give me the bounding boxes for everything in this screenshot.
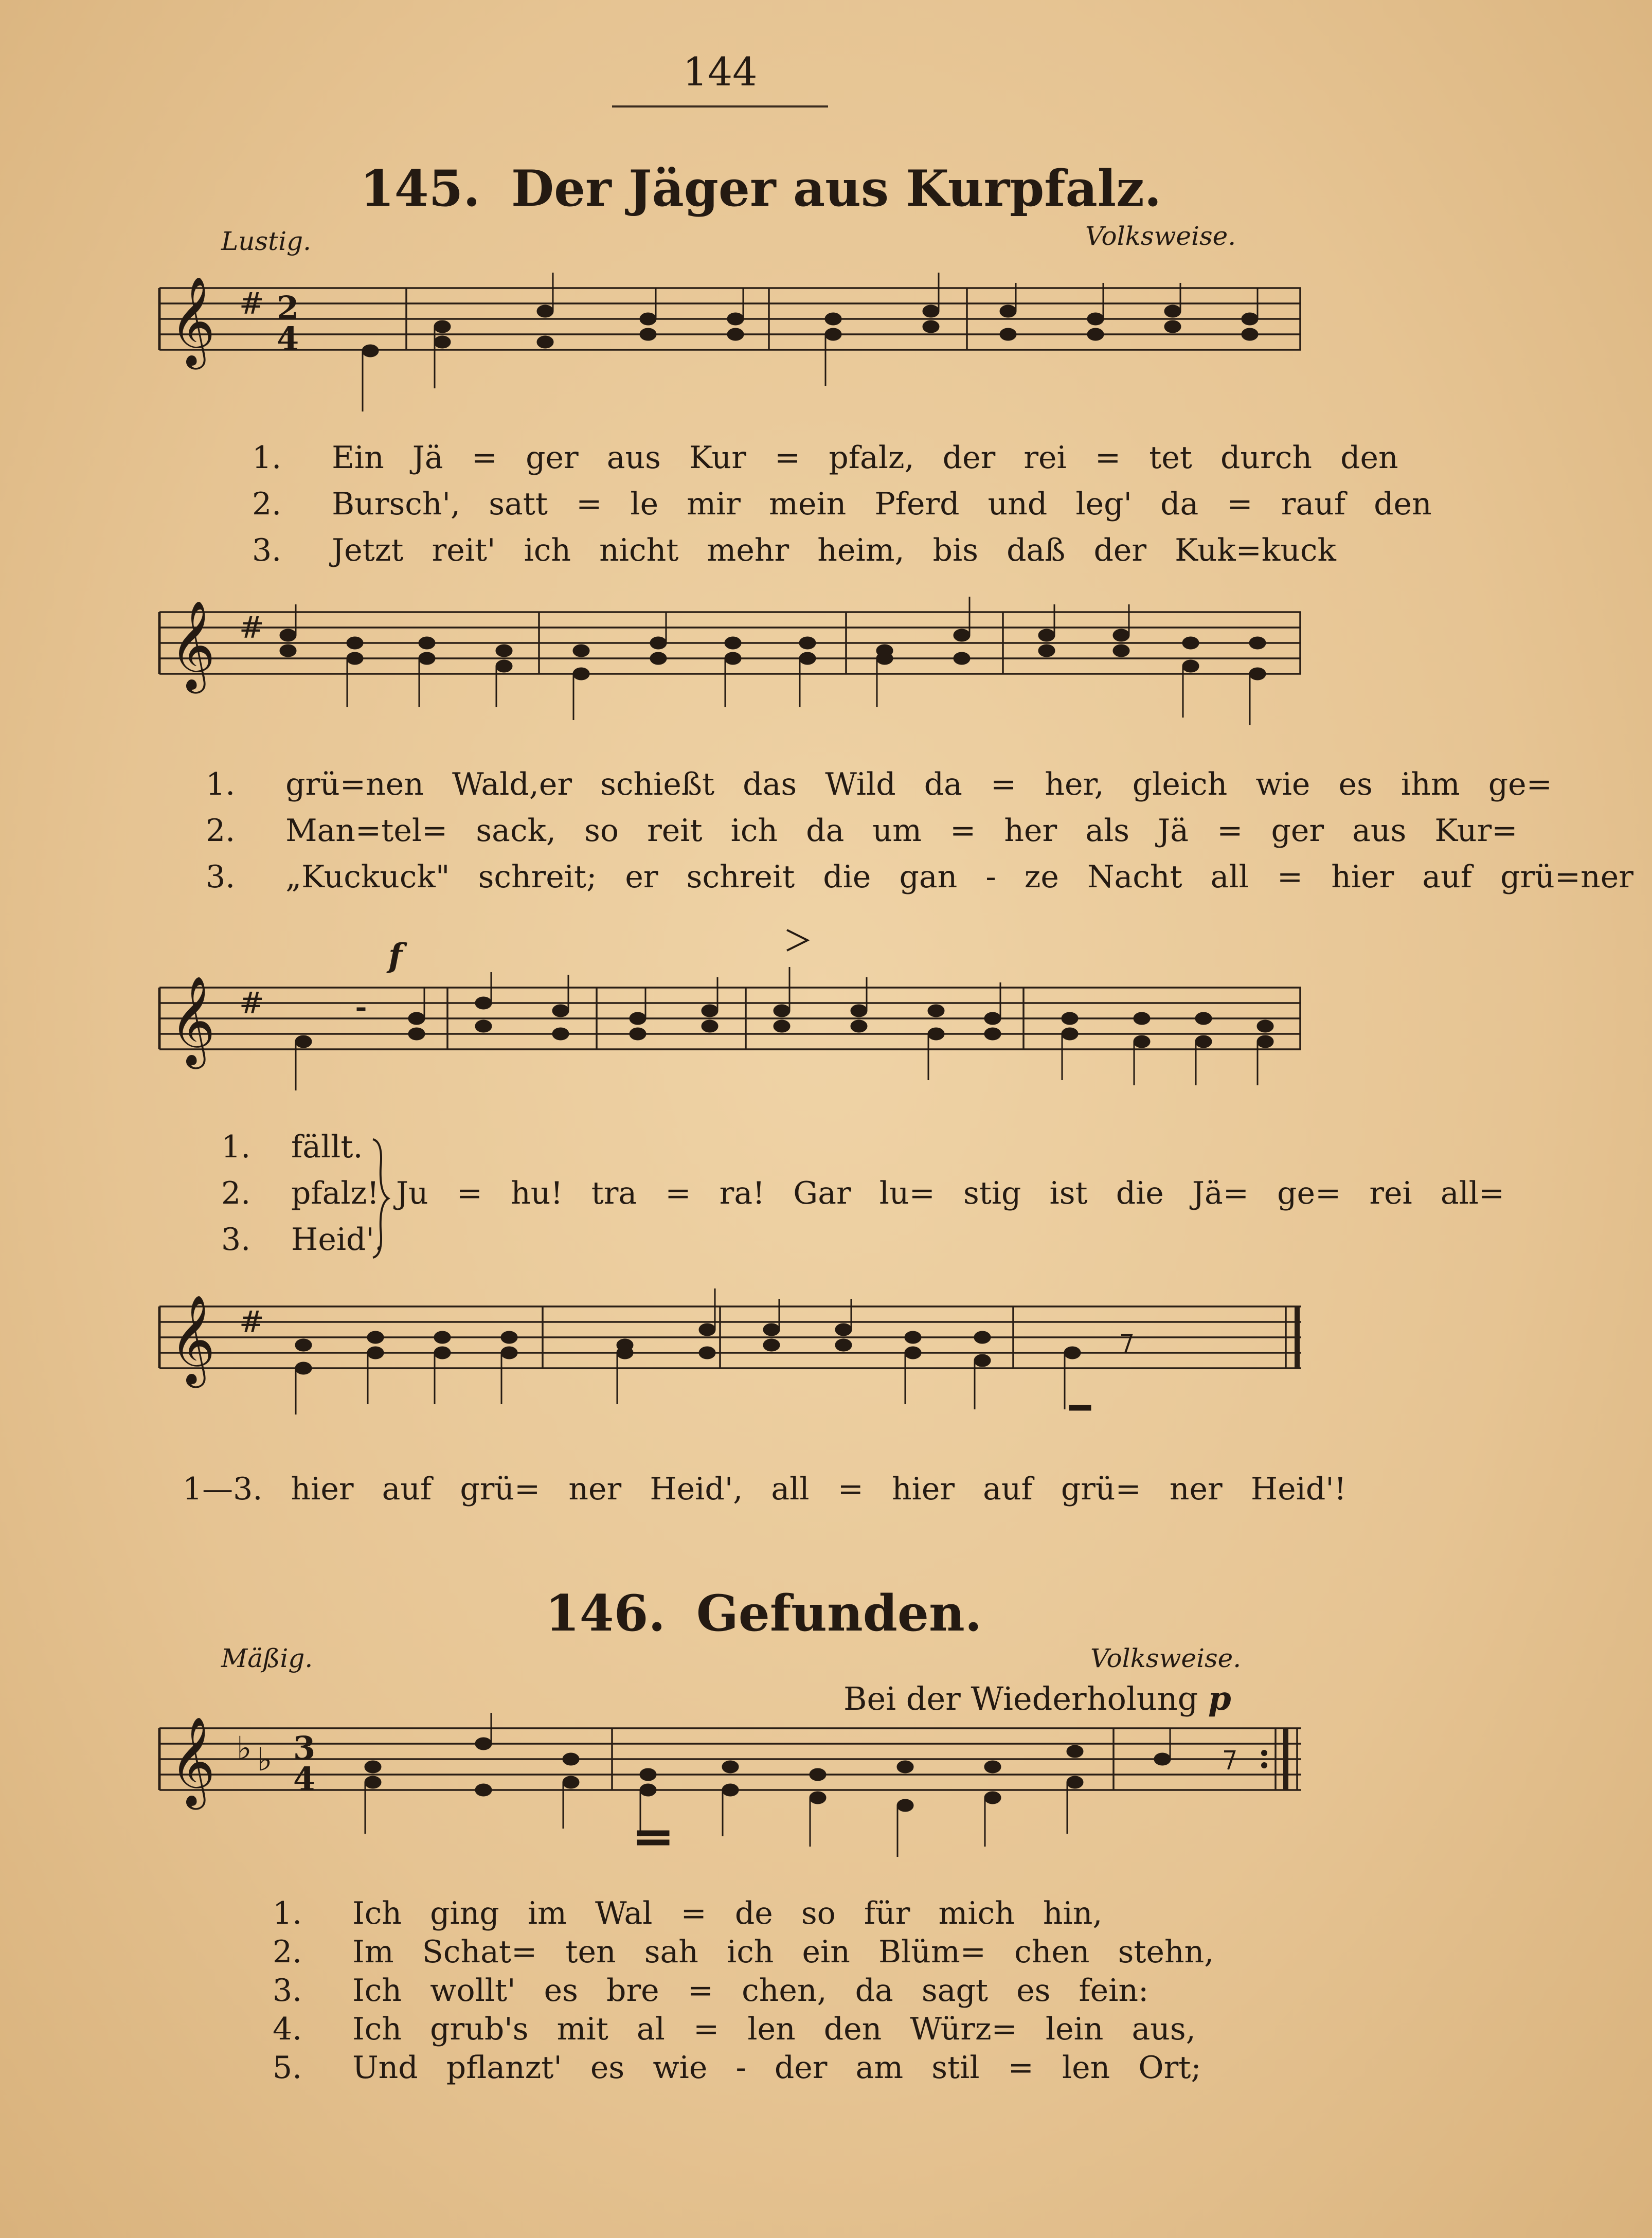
lyric-word: fein: bbox=[1079, 1973, 1149, 2009]
song-146-staff bbox=[154, 1713, 1306, 1903]
song-145-staff-4 bbox=[154, 1281, 1306, 1445]
lyric-word: sagt bbox=[921, 1973, 988, 2009]
lyric-word: Jä= bbox=[1192, 1175, 1249, 1211]
lyric-word: = bbox=[576, 486, 602, 522]
lyric-word: Gar bbox=[793, 1175, 851, 1211]
verse-number: 2. bbox=[273, 1934, 302, 1970]
lyric-word: für bbox=[864, 1895, 910, 1931]
lyric-line-1 bbox=[252, 440, 1417, 476]
lyric-word: so bbox=[801, 1895, 836, 1931]
lyric-word: = bbox=[1008, 2050, 1034, 2086]
lyric-word: all bbox=[1210, 859, 1249, 895]
verse-number: 1—3. bbox=[183, 1471, 263, 1507]
lyric-word: fällt. bbox=[291, 1129, 363, 1165]
song-146-tempo: Mäßig. bbox=[221, 1643, 313, 1673]
time-sig-bottom: 4 bbox=[293, 1760, 316, 1798]
verse-number: 3. bbox=[221, 1222, 251, 1258]
song-145-tempo: Lustig. bbox=[221, 226, 312, 256]
lyric-line-5 bbox=[206, 813, 1536, 849]
lyric-word: Nacht bbox=[1087, 859, 1182, 895]
lyric-word: die bbox=[1116, 1175, 1164, 1211]
lyric-word: ist bbox=[1049, 1175, 1088, 1211]
lyric-word: Heid', bbox=[650, 1471, 743, 1507]
lyric-word: Ju bbox=[396, 1175, 428, 1211]
lyric-word: Ich bbox=[352, 2011, 402, 2047]
lyric-word: mit bbox=[556, 2011, 608, 2047]
lyric-word: es bbox=[544, 1973, 578, 2009]
lyric-line-4 bbox=[206, 766, 1571, 802]
lyric-word: auf bbox=[983, 1471, 1033, 1507]
svg-text:𝄞: 𝄞 bbox=[170, 1295, 216, 1384]
lyric-word: „Kuckuck" bbox=[285, 859, 450, 895]
lyric-word: der bbox=[942, 440, 996, 476]
lyric-word: all= bbox=[1440, 1175, 1505, 1211]
page-rule bbox=[612, 105, 828, 108]
song-145-source: Volksweise. bbox=[1085, 221, 1236, 251]
lyric-word: lu= bbox=[879, 1175, 935, 1211]
lyric-word: da bbox=[924, 766, 962, 802]
lyric-word: = bbox=[837, 1471, 864, 1507]
lyric-word: hier bbox=[291, 1471, 354, 1507]
lyric-word: pflanzt' bbox=[446, 2050, 562, 2086]
lyric-word: stig bbox=[963, 1175, 1021, 1211]
svg-text:#: # bbox=[239, 286, 264, 321]
lyric-word: und bbox=[987, 486, 1048, 522]
lyric-word: ihm bbox=[1400, 766, 1460, 802]
lyric-word: Blüm= bbox=[878, 1934, 986, 1970]
lyric-word: im bbox=[527, 1895, 567, 1931]
lyric-word: = bbox=[774, 440, 801, 476]
time-sig-top: 2 bbox=[277, 289, 299, 327]
lyric-word: bre bbox=[606, 1973, 659, 2009]
lyric-word: Im bbox=[352, 1934, 394, 1970]
lyric-word: - bbox=[985, 859, 996, 895]
lyric-word: Ich bbox=[352, 1895, 402, 1931]
verse-number: 3. bbox=[273, 1973, 302, 2009]
lyric-word: Wal bbox=[595, 1895, 653, 1931]
lyric-word: = bbox=[1277, 859, 1303, 895]
lyric-word: Jä bbox=[412, 440, 443, 476]
lyric-word: sah bbox=[644, 1934, 698, 1970]
svg-text:𝄞: 𝄞 bbox=[170, 976, 216, 1065]
lyric-word: wie bbox=[1255, 766, 1310, 802]
lyric-word: de bbox=[734, 1895, 773, 1931]
lyric-word: ger bbox=[1271, 813, 1324, 849]
svg-text:♭: ♭ bbox=[257, 1741, 273, 1778]
lyric-word: durch bbox=[1220, 440, 1312, 476]
song-146-verse-1 bbox=[273, 1895, 1121, 1931]
lyric-word: Kuk=kuck bbox=[1175, 532, 1336, 568]
lyric-word: chen bbox=[1014, 1934, 1090, 1970]
lyric-word: mehr bbox=[707, 532, 789, 568]
lyric-word: als bbox=[1085, 813, 1130, 849]
lyric-line-final bbox=[183, 1471, 1365, 1507]
svg-text:𝄞: 𝄞 bbox=[170, 276, 216, 366]
lyric-word: = bbox=[1217, 813, 1243, 849]
lyric-word: = bbox=[471, 440, 497, 476]
lyric-word: der bbox=[1093, 532, 1147, 568]
lyric-word: aus bbox=[606, 440, 661, 476]
lyric-word: lein bbox=[1045, 2011, 1104, 2047]
lyric-word: - bbox=[735, 2050, 746, 2086]
song-145-staff-1 bbox=[154, 278, 1306, 432]
lyric-word: ra! bbox=[719, 1175, 765, 1211]
lyric-word: die bbox=[823, 859, 871, 895]
svg-text:#: # bbox=[239, 1304, 264, 1339]
song-145-staff-3 bbox=[154, 926, 1306, 1132]
song-145-number: 145. bbox=[360, 159, 480, 218]
verse-number: 2. bbox=[206, 813, 236, 849]
lyric-word: am bbox=[855, 2050, 904, 2086]
lyric-word: reit' bbox=[432, 532, 496, 568]
lyric-word: Und bbox=[352, 2050, 418, 2086]
lyric-word: das bbox=[743, 766, 797, 802]
lyric-word: all bbox=[771, 1471, 810, 1507]
lyric-word: Kur bbox=[689, 440, 746, 476]
lyric-word: grü=ner bbox=[1500, 859, 1633, 895]
lyric-word: Bursch', bbox=[332, 486, 461, 522]
lyric-word: Schat= bbox=[422, 1934, 537, 1970]
lyric-word: ich bbox=[524, 532, 571, 568]
lyric-word: da bbox=[855, 1973, 893, 2009]
lyric-word: ging bbox=[430, 1895, 499, 1931]
lyric-word: ge= bbox=[1488, 766, 1552, 802]
lyric-word: ze bbox=[1024, 859, 1059, 895]
svg-text:𝄞: 𝄞 bbox=[170, 1716, 216, 1806]
lyric-word: grü= bbox=[460, 1471, 541, 1507]
lyric-word: = bbox=[680, 1895, 707, 1931]
lyric-word: schießt bbox=[600, 766, 715, 802]
lyric-word: er bbox=[625, 859, 658, 895]
lyric-word: aus, bbox=[1132, 2011, 1196, 2047]
lyric-word: = bbox=[456, 1175, 483, 1211]
lyric-word: grub's bbox=[430, 2011, 529, 2047]
lyric-word: ner bbox=[1169, 1471, 1223, 1507]
svg-text:♭: ♭ bbox=[237, 1729, 252, 1767]
lyric-word: Ich bbox=[352, 1973, 402, 2009]
lyric-word: Wald,er bbox=[452, 766, 572, 802]
lyric-word: ner bbox=[568, 1471, 622, 1507]
verse-number: 1. bbox=[206, 766, 236, 802]
lyric-word: rauf bbox=[1281, 486, 1346, 522]
lyric-word: auf bbox=[382, 1471, 432, 1507]
dynamic-piano: p bbox=[1208, 1679, 1231, 1718]
lyric-word: Würz= bbox=[910, 2011, 1017, 2047]
lyric-word: len bbox=[747, 2011, 796, 2047]
song-146-verse-4 bbox=[273, 2011, 1214, 2047]
lyric-word: grü=nen bbox=[285, 766, 424, 802]
lyric-word: heim, bbox=[817, 532, 905, 568]
lyric-word: = bbox=[1227, 486, 1253, 522]
lyric-word: ich bbox=[730, 813, 778, 849]
lyric-word: schreit bbox=[686, 859, 795, 895]
lyric-word: tet bbox=[1149, 440, 1192, 476]
lyric-word: den bbox=[1340, 440, 1398, 476]
lyric-word: Wild bbox=[825, 766, 896, 802]
lyric-word: da bbox=[1160, 486, 1199, 522]
svg-text:𝄞: 𝄞 bbox=[170, 600, 216, 690]
lyric-word: aus bbox=[1352, 813, 1407, 849]
lyric-word: daß bbox=[1007, 532, 1066, 568]
song-146-name: Gefunden. bbox=[696, 1584, 982, 1642]
lyric-word: ich bbox=[727, 1934, 774, 1970]
lyric-word: mein bbox=[769, 486, 847, 522]
lyric-word: Jetzt bbox=[332, 532, 404, 568]
lyric-word: gan bbox=[899, 859, 958, 895]
lyric-word: tra bbox=[591, 1175, 637, 1211]
verse-number: 4. bbox=[273, 2011, 302, 2047]
lyric-word: hin, bbox=[1043, 1895, 1103, 1931]
lyric-word: den bbox=[823, 2011, 882, 2047]
verse-number: 3. bbox=[252, 532, 282, 568]
lyric-word: pfalz! bbox=[291, 1175, 380, 1211]
lyric-word: Pferd bbox=[874, 486, 960, 522]
lyric-word: da bbox=[806, 813, 845, 849]
lyric-word: gleich bbox=[1132, 766, 1228, 802]
lyric-word: es bbox=[1338, 766, 1373, 802]
lyric-word: es bbox=[590, 2050, 625, 2086]
verse-number: 2. bbox=[221, 1175, 251, 1211]
lyric-word: wie bbox=[653, 2050, 708, 2086]
lyric-word: schreit; bbox=[478, 859, 597, 895]
lyric-word: sack, bbox=[476, 813, 556, 849]
verse-number: 5. bbox=[273, 2050, 302, 2086]
lyric-line-2 bbox=[252, 486, 1450, 522]
lyric-line-6 bbox=[206, 859, 1652, 895]
lyric-word: ger bbox=[526, 440, 579, 476]
lyric-word: hier bbox=[892, 1471, 955, 1507]
time-sig-bottom: 4 bbox=[277, 320, 299, 357]
lyric-word: Heid'. bbox=[291, 1222, 384, 1258]
verse-number: 3. bbox=[206, 859, 236, 895]
verse-number: 1. bbox=[273, 1895, 302, 1931]
lyric-word: chen, bbox=[742, 1973, 827, 2009]
lyric-word: = bbox=[693, 2011, 720, 2047]
lyric-word: ge= bbox=[1277, 1175, 1341, 1211]
song-145-staff-2 bbox=[154, 597, 1306, 766]
lyric-word: = bbox=[990, 766, 1017, 802]
song-146-number: 146. bbox=[545, 1584, 666, 1642]
verse-brace bbox=[370, 1137, 391, 1260]
lyric-word: her, bbox=[1045, 766, 1104, 802]
lyric-line-3 bbox=[252, 532, 1355, 568]
lyric-word: Ort; bbox=[1138, 2050, 1201, 2086]
lyric-word: Jä bbox=[1158, 813, 1189, 849]
lyric-word: ein bbox=[802, 1934, 850, 1970]
lyric-word: auf bbox=[1422, 859, 1472, 895]
lyric-word: mir bbox=[687, 486, 741, 522]
lyric-word: Heid'! bbox=[1250, 1471, 1346, 1507]
lyric-word: len bbox=[1062, 2050, 1110, 2086]
verse-number: 1. bbox=[252, 440, 282, 476]
verse-number: 2. bbox=[252, 486, 282, 522]
lyric-word: stil bbox=[931, 2050, 980, 2086]
lyric-word: Ein bbox=[332, 440, 384, 476]
page-number: 144 bbox=[683, 49, 758, 95]
lyric-word: al bbox=[636, 2011, 665, 2047]
lyric-word: rei bbox=[1369, 1175, 1412, 1211]
lyric-word: satt bbox=[489, 486, 548, 522]
song-145-name: Der Jäger aus Kurpfalz. bbox=[511, 159, 1162, 218]
lyric-word: = bbox=[1094, 440, 1121, 476]
lyric-word: pfalz, bbox=[829, 440, 914, 476]
dynamic-forte: f bbox=[388, 937, 403, 975]
lyric-word: leg' bbox=[1075, 486, 1133, 522]
ending-1 bbox=[221, 1129, 382, 1165]
song-146-verse-3 bbox=[273, 1973, 1167, 2009]
lyric-word: Kur= bbox=[1434, 813, 1518, 849]
lyric-word: stehn, bbox=[1118, 1934, 1214, 1970]
lyric-word: = bbox=[665, 1175, 691, 1211]
lyric-word: bis bbox=[932, 532, 979, 568]
song-145-title bbox=[360, 159, 1161, 218]
song-146-source: Volksweise. bbox=[1090, 1643, 1242, 1673]
refrain-line bbox=[396, 1175, 1523, 1211]
lyric-word: her bbox=[1004, 813, 1057, 849]
lyric-word: = bbox=[950, 813, 976, 849]
lyric-word: mich bbox=[938, 1895, 1015, 1931]
repeat-instruction bbox=[843, 1679, 1231, 1718]
lyric-word: le bbox=[630, 486, 659, 522]
time-sig-top: 3 bbox=[293, 1729, 316, 1767]
song-146-verse-2 bbox=[273, 1934, 1232, 1970]
lyric-word: reit bbox=[647, 813, 703, 849]
lyric-word: hier bbox=[1331, 859, 1394, 895]
lyric-word: hu! bbox=[511, 1175, 563, 1211]
lyric-word: nicht bbox=[599, 532, 679, 568]
lyric-word: = bbox=[687, 1973, 714, 2009]
lyric-word: wollt' bbox=[430, 1973, 516, 2009]
lyric-word: den bbox=[1374, 486, 1432, 522]
lyric-word: Man=tel= bbox=[285, 813, 448, 849]
lyric-word: grü= bbox=[1061, 1471, 1141, 1507]
lyric-word: rei bbox=[1023, 440, 1067, 476]
song-146-verse-5 bbox=[273, 2050, 1220, 2086]
verse-number: 1. bbox=[221, 1129, 251, 1165]
lyric-word: um bbox=[872, 813, 922, 849]
svg-text:#: # bbox=[239, 986, 264, 1020]
repeat-note: Bei der Wiederholung bbox=[843, 1680, 1198, 1717]
lyric-word: es bbox=[1016, 1973, 1051, 2009]
lyric-word: so bbox=[584, 813, 619, 849]
svg-text:#: # bbox=[239, 610, 264, 645]
lyric-word: der bbox=[774, 2050, 828, 2086]
song-146-title bbox=[545, 1584, 982, 1642]
lyric-word: ten bbox=[565, 1934, 616, 1970]
